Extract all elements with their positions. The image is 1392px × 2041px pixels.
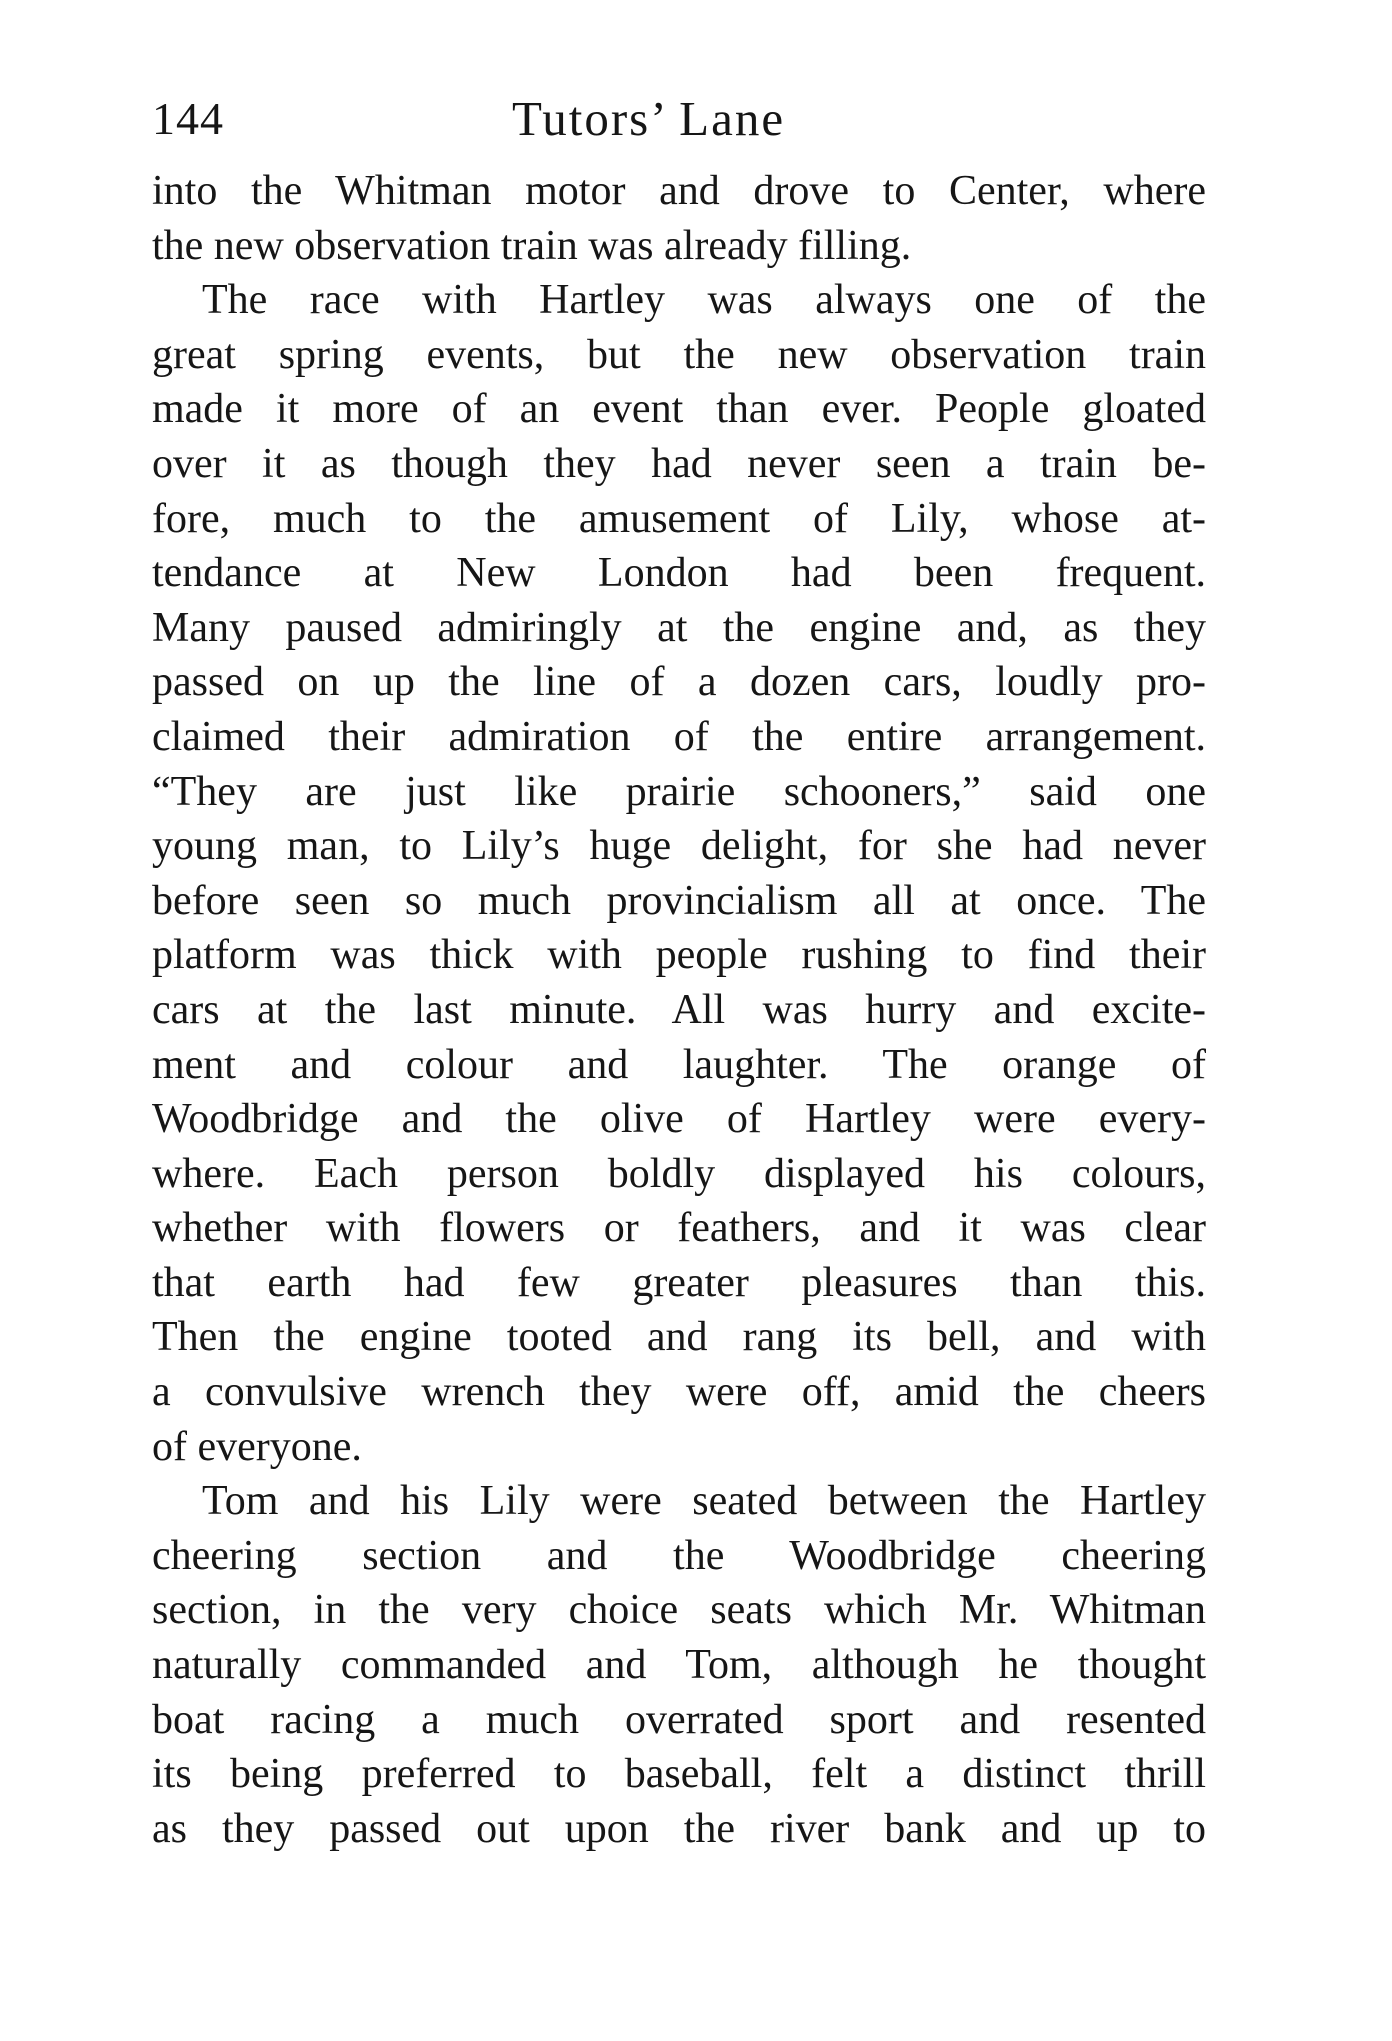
text-line: platform was thick with people rushing to find their: [152, 932, 1206, 979]
text-line: cars at the last minute. All was hurry and excite-: [152, 986, 1206, 1033]
text-line: a convulsive wrench they were off, amid the cheers: [152, 1369, 1206, 1416]
text-line: Then the engine tooted and rang its bell, and with: [152, 1314, 1206, 1361]
text-line: over it as though they had never seen a train be-: [152, 440, 1206, 487]
text-line: Woodbridge and the olive of Hartley were every-: [152, 1096, 1206, 1143]
text-line: tendance at New London had been frequent.: [152, 550, 1206, 597]
text-line: claimed their admiration of the entire arrangement.: [152, 713, 1206, 760]
text-line: boat racing a much overrated sport and resented: [152, 1696, 1206, 1743]
text-line: “They are just like prairie schooners,” said one: [152, 768, 1206, 815]
text-line: naturally commanded and Tom, although he thought: [152, 1642, 1206, 1689]
text-line: cheering section and the Woodbridge cheering: [152, 1532, 1206, 1579]
text-line: as they passed out upon the river bank and up to: [152, 1805, 1206, 1852]
text-line: into the Whitman motor and drove to Center, where: [152, 168, 1206, 214]
text-line: young man, to Lily’s huge delight, for she had never: [152, 823, 1206, 870]
text-line: whether with flowers or feathers, and it was clear: [152, 1205, 1206, 1252]
text-line: the new observation train was already filling.: [152, 222, 912, 269]
text-line: Tom and his Lily were seated between the Hartley: [202, 1478, 1206, 1525]
text-line: ment and colour and laughter. The orange of: [152, 1041, 1206, 1088]
body-text: [152, 164, 1206, 1856]
running-title: Tutors’ Lane: [512, 91, 786, 146]
text-line: The race with Hartley was always one of the: [202, 277, 1206, 324]
text-line: where. Each person boldly displayed his colours,: [152, 1150, 1206, 1197]
text-line: before seen so much provincialism all at once. The: [152, 877, 1206, 924]
page-header: [152, 88, 1206, 150]
text-line: its being preferred to baseball, felt a distinct thrill: [152, 1751, 1206, 1798]
text-line: Many paused admiringly at the engine and, as they: [152, 604, 1206, 651]
text-line: fore, much to the amusement of Lily, whose at-: [152, 495, 1206, 542]
text-line: that earth had few greater pleasures than this.: [152, 1259, 1206, 1306]
text-line: of everyone.: [152, 1423, 362, 1470]
page-number: 144: [152, 93, 224, 144]
text-line: great spring events, but the new observation train: [152, 331, 1206, 378]
text-line: section, in the very choice seats which Mr. Whitman: [152, 1587, 1206, 1634]
text-line: passed on up the line of a dozen cars, loudly pro-: [152, 659, 1206, 706]
text-line: made it more of an event than ever. People gloated: [152, 386, 1206, 433]
